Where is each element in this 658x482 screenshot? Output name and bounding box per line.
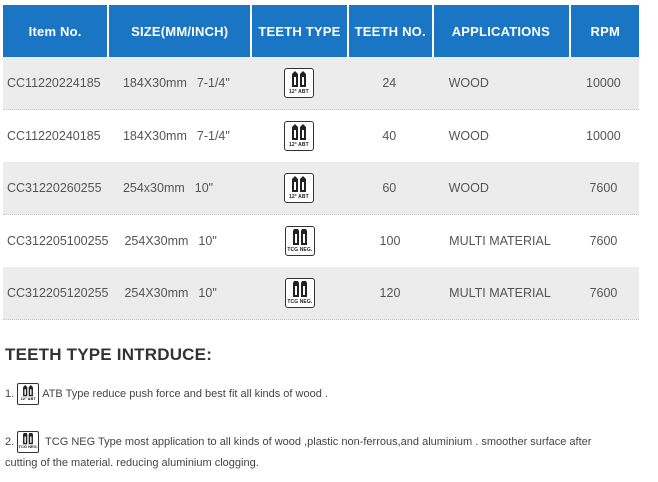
teeth-type [252, 57, 346, 109]
header-rpm: RPM [571, 5, 639, 57]
rpm: 10000 [586, 76, 621, 90]
size-inch: 10" [198, 234, 217, 248]
teeth-type-label: 12° ABT [288, 142, 309, 148]
atb-teeth-icon [284, 68, 314, 98]
application: WOOD [448, 76, 489, 90]
application: MULTI MATERIAL [449, 234, 551, 248]
size [109, 110, 250, 162]
size-mm: 184X30mm [122, 76, 187, 90]
table-row [3, 215, 639, 267]
tcg-teeth-icon [17, 431, 39, 453]
intro-number: 2. [5, 435, 15, 448]
teeth-type-label: TCG NEG. [287, 299, 313, 305]
size-inch: 10" [194, 181, 214, 195]
atb-teeth-icon [17, 383, 39, 405]
size [109, 57, 250, 109]
size-mm: 254x30mm [122, 181, 185, 195]
teeth-type [253, 215, 347, 267]
item-no: CC312205100255 [7, 234, 109, 248]
size [110, 215, 250, 267]
item-no: CC31220260255 [7, 181, 102, 195]
intro-number: 1. [5, 387, 15, 400]
header-applications: APPLICATIONS [434, 5, 570, 57]
teeth-no: 100 [379, 234, 401, 248]
intro-text: ATB Type reduce push force and best fit all kinds of wood . [42, 387, 328, 400]
size-inch: 10" [198, 286, 217, 300]
size [109, 162, 250, 214]
teeth-no: 24 [382, 76, 397, 90]
application: WOOD [448, 129, 489, 143]
tcg-teeth-icon [285, 226, 315, 256]
atb-teeth-icon [284, 121, 314, 151]
intro-text: TCG NEG Type most application to all kinds of wood ,plastic non-ferrous,and aluminium . smoother surface after [45, 435, 592, 448]
product-table [3, 5, 639, 320]
header-item-no: Item No. [3, 5, 107, 57]
header-teeth-no: TEETH NO. [349, 5, 432, 57]
teeth-no: 40 [382, 129, 397, 143]
size-mm: 254X30mm [124, 286, 189, 300]
table-row [3, 162, 639, 215]
tcg-teeth-icon [285, 278, 315, 308]
intro-item-atb [5, 383, 328, 405]
teeth-type [252, 110, 346, 162]
teeth-no: 60 [382, 181, 397, 195]
badge-label: TCG NEG. [18, 444, 38, 449]
size-inch: 7-1/4" [196, 76, 230, 90]
teeth-type-label: 12° ABT [288, 89, 309, 95]
table-row [3, 110, 639, 162]
application: WOOD [448, 181, 489, 195]
application: MULTI MATERIAL [449, 286, 551, 300]
rpm: 10000 [586, 129, 621, 143]
item-no: CC312205120255 [7, 286, 109, 300]
size [110, 267, 250, 319]
section-title: TEETH TYPE INTRDUCE: [5, 345, 213, 364]
intro-text-continued: cutting of the material. reducing aluminium clogging. [5, 457, 259, 469]
item-no: CC11220240185 [7, 129, 101, 143]
size-inch: 7-1/4" [196, 129, 230, 143]
rpm: 7600 [589, 286, 618, 300]
size-mm: 254X30mm [124, 234, 189, 248]
teeth-no: 120 [379, 286, 401, 300]
rpm: 7600 [589, 234, 618, 248]
badge-label: 12° ABT [20, 396, 36, 401]
rpm: 7600 [589, 181, 618, 195]
teeth-type [253, 267, 347, 319]
header-size: SIZE(MM/INCH) [109, 5, 250, 57]
teeth-type-label: 12° ABT [288, 194, 309, 200]
table-row [3, 267, 639, 320]
intro-item-tcg [5, 431, 591, 473]
table-header [3, 5, 639, 57]
teeth-type-label: TCG NEG. [287, 247, 313, 253]
item-no: CC11220224185 [7, 76, 101, 90]
teeth-type [252, 162, 346, 214]
size-mm: 184X30mm [122, 129, 187, 143]
table-row [3, 57, 639, 110]
atb-teeth-icon [284, 173, 314, 203]
header-teeth-type: TEETH TYPE [252, 5, 347, 57]
